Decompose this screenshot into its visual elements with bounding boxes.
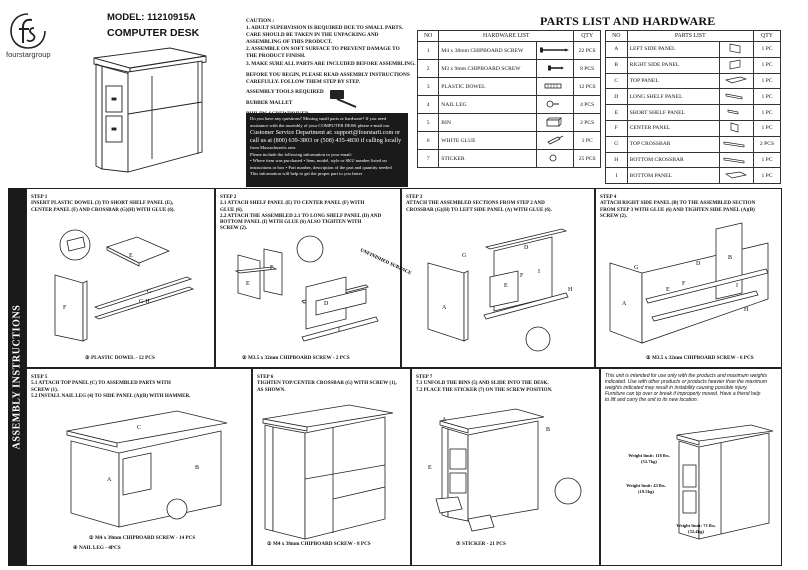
weight-limit-lbs: Weight limit: 116 lbs. (628, 453, 670, 458)
step-2-caption: ② M3.5 x 32mm CHIPBOARD SCREW - 2 PCS (242, 355, 350, 361)
cell-name: RIGHT SIDE PANEL (627, 57, 720, 73)
cell-qty: 8 PCS (574, 60, 601, 78)
part-label-h: H (568, 287, 573, 293)
step-1-caption: ③ PLASTIC DOWEL - 12 PCS (85, 355, 155, 361)
support-line: assistance with the assembly of your COMPUTER DESK please e-mail our (250, 122, 390, 128)
cell-qty: 1 PC (753, 73, 780, 89)
part-label-d: D (324, 301, 329, 307)
step-title: STEP 5 (31, 374, 48, 380)
column-header: NO (606, 31, 628, 42)
step-6-caption: ① M4 x 38mm CHIPBOARD SCREW - 8 PCS (267, 541, 371, 547)
step-title: STEP 2 (220, 194, 237, 200)
table-row (606, 89, 781, 105)
step-title: STEP 3 (406, 194, 423, 200)
caution-line: ASSEMBLING OF THIS PRODUCT. (246, 39, 333, 46)
table-row (418, 150, 601, 168)
cell-name: LONG SHELF PANEL (627, 89, 720, 105)
part-label-f: F (682, 281, 686, 287)
nail-leg-icon (537, 96, 574, 114)
parts-list-title: PARTS LIST AND HARDWARE (540, 14, 716, 28)
part-label-f: F (63, 305, 67, 311)
cell-no: E (606, 105, 628, 121)
logo-mark-icon (8, 12, 48, 50)
parts-table (605, 30, 781, 184)
step-1-diagram (27, 189, 216, 369)
caution-line: CARE SHOULD BE TAKEN IN THE UNPACKING AND (246, 32, 379, 39)
column-header: PARTS LIST (627, 31, 753, 42)
cell-name: NAIL LEG (439, 96, 537, 114)
part-label-gh: G-H (139, 299, 150, 305)
part-label-i: I (338, 327, 340, 333)
step-7-caption: ⑦ STICKER - 21 PCS (456, 541, 506, 547)
step-line: 7.2 PLACE THE STICKER (7) ON THE SCREW POSITION. (416, 386, 553, 393)
cell-name: CENTER PANEL (627, 120, 720, 136)
table-row (606, 57, 781, 73)
weight-notice-panel (600, 368, 782, 566)
step-1-panel (26, 188, 215, 368)
step-line: AS SHOWN. (257, 386, 286, 393)
notice-line: to lift and carry the unit to its new location. (605, 397, 699, 403)
step-line: 2.2 ATTACH THE ASSEMBLED 2.1 TO LONG SHELF PANEL (D) AND (220, 212, 382, 219)
step-line: CENTER PANEL (F) AND CROSSBAR (G)(H) WITH GLUE (6). (31, 206, 175, 213)
cell-qty: 1 PC (753, 168, 780, 184)
cell-name: M4 x 38mm CHIPBOARD SCREW (439, 42, 537, 60)
support-line: Please include the following information in your email: (250, 151, 352, 157)
part-label-f: F (270, 265, 274, 271)
caution-line: ASSEMBLY TOOLS REQUIRED (246, 88, 324, 95)
caution-line: 1. ADULT SUPERVISION IS REQUIRED DUE TO SMALL PARTS. (246, 25, 404, 32)
step-line: TIGHTEN TOP/CENTER CROSSBAR (G) WITH SCREW (1), (257, 380, 397, 387)
part-label-e: E (129, 253, 133, 259)
part-label-e: E (246, 281, 250, 287)
cell-no: G (606, 136, 628, 152)
weight-limit-top (621, 453, 677, 464)
step-line: 7.1 UNFOLD THE BINS (5) AND SLIDE INTO THE DESK. (416, 380, 549, 387)
part-label-a: A (442, 417, 447, 423)
cell-name: SHORT SHELF PANEL (627, 105, 720, 121)
cell-qty: 1 PC (753, 42, 780, 58)
caution-line: CAUTION : (246, 18, 275, 24)
step-line: CROSSBAR (G)(H) TO LEFT SIDE PANEL (A) WITH GLUE (6). (406, 206, 552, 213)
panel-icon (720, 105, 753, 121)
cell-name: LEFT SIDE PANEL (627, 42, 720, 58)
cell-qty: 2 PCS (574, 114, 601, 132)
step-line: SCREW (2). (600, 212, 628, 219)
table-row (418, 132, 601, 150)
caution-line: THE PRODUCT FINISH. (246, 53, 306, 60)
weight-limit-lbs: Weight limit: 43 lbs. (626, 483, 666, 488)
step-3-diagram (402, 189, 596, 369)
cell-qty: 1 PC (753, 89, 780, 105)
step-line: GLUE (6). (220, 206, 243, 213)
weight-limit-kg: (32.4kg) (688, 528, 704, 534)
long-screw-icon (537, 42, 574, 60)
cell-no: A (606, 42, 628, 58)
desk-overview-illustration (88, 44, 210, 176)
cell-no: H (606, 152, 628, 168)
part-label-b: B (195, 465, 200, 471)
cell-qty: 2 PCS (753, 136, 780, 152)
cell-no: C (606, 73, 628, 89)
sidebar-label: ASSEMBLY INSTRUCTIONS (11, 304, 23, 450)
support-line: instructions or box • Part number, description of the part and quantity needed (250, 164, 392, 170)
part-label-b: B (546, 427, 551, 433)
cell-qty: 1 PC (753, 152, 780, 168)
cell-no: 5 (418, 114, 439, 132)
support-contact-box (246, 113, 408, 187)
cell-qty: 1 PC (753, 105, 780, 121)
table-row (418, 96, 601, 114)
caution-line: 3. MAKE SURE ALL PARTS ARE INCLUDED BEFORE ASSEMBLING. (246, 60, 416, 67)
cell-qty: 1 PC (753, 120, 780, 136)
table-row (606, 136, 781, 152)
hardware-table (417, 30, 601, 168)
step-title: STEP 6 (257, 374, 274, 380)
weight-diagram (601, 369, 783, 567)
model-number: MODEL: 11210915A (107, 12, 196, 23)
step-line: FROM STEP 3 WITH GLUE (6) AND TIGHTEN SIDE PANEL (A)(B) (600, 206, 755, 213)
table-row (606, 152, 781, 168)
step-2-panel (215, 188, 412, 368)
cell-no: 1 (418, 42, 439, 60)
notice-line: Furniture can tip over or break if improperly moved. Have a friend help (605, 391, 761, 397)
caution-line: BEFORE YOU BEGIN, PLEASE READ ASSEMBLY INSTRUCTIONS (246, 71, 410, 78)
bin-icon (537, 114, 574, 132)
step-line: INSERT PLASTIC DOWEL (3) TO SHORT SHELF PANEL (E), (31, 200, 174, 207)
step-title: STEP 7 (416, 374, 433, 380)
assembly-sidebar (8, 188, 26, 566)
brand-name: fourstargroup (6, 50, 51, 59)
caution-line: 2. ASSEMBLE ON SOFT SURFACE TO PREVENT DAMAGE TO (246, 46, 400, 53)
table-row (606, 120, 781, 136)
step-3-panel (401, 188, 595, 368)
step-line: 5.2 INSTALL NAIL LEG (4) TO SIDE PANEL (A)(B) WITH HAMMER. (31, 392, 191, 399)
cell-no: 4 (418, 96, 439, 114)
part-label-g: G (462, 253, 467, 259)
support-line: This information will help to get the proper part to you faster (250, 171, 363, 176)
part-label-h: H (744, 307, 749, 313)
cell-name: BIN (439, 114, 537, 132)
step-7-diagram (412, 369, 601, 567)
column-header: QTY (574, 31, 601, 42)
table-row (606, 105, 781, 121)
crossbar-icon (720, 136, 753, 152)
support-line: Do you have any questions? Missing small parts or hardware? If you need (250, 116, 387, 121)
step-2-diagram (216, 189, 412, 369)
step-6-diagram (253, 369, 412, 567)
step-line: SCREW (1). (31, 386, 59, 393)
step-4-caption: ② M3.5 x 32mm CHIPBOARD SCREW - 6 PCS (646, 355, 754, 361)
step-line: ATTACH THE ASSEMBLED SECTIONS FROM STEP 2 AND (406, 200, 545, 207)
part-label-b: B (728, 255, 733, 261)
notice-line: weights indicated may result in instability causing possible injury. (605, 385, 748, 391)
part-label-i: I (736, 283, 738, 289)
cell-name: TOP PANEL (627, 73, 720, 89)
part-label-a: A (442, 305, 447, 311)
cell-no: I (606, 168, 628, 184)
step-6-panel (252, 368, 411, 566)
cell-no: F (606, 120, 628, 136)
notice-line: This unit is intended for use only with the products and maximum weights (605, 373, 768, 379)
step-title: STEP 4 (600, 194, 617, 200)
crossbar-icon (720, 152, 753, 168)
cell-name: WHITE GLUE (439, 132, 537, 150)
step-line: BOTTOM PANEL (I) WITH GLUE (6) ALSO TIGHTEN WITH (220, 219, 362, 226)
cell-name: M3 x 9mm CHIPBOARD SCREW (439, 60, 537, 78)
glue-icon (537, 132, 574, 150)
support-phone: call us at (800) 639-3803 or (508) 435-4830 if calling locally (250, 137, 402, 144)
cell-qty: 4 PCS (574, 96, 601, 114)
unfinished-surface-tag: UNFINISHED SURFACE (359, 248, 412, 277)
part-label-c: C (137, 425, 142, 431)
step-5-caption-nail: ④ NAIL LEG - 4PCS (73, 545, 121, 551)
cell-name: STICKER (439, 150, 537, 168)
column-header: QTY (753, 31, 780, 42)
cell-name: PLASTIC DOWEL (439, 78, 537, 96)
panel-icon (720, 89, 753, 105)
part-label-g: G (634, 265, 639, 271)
cell-name: BOTTOM CROSSBAR (627, 152, 720, 168)
support-line: from Massachusetts area (250, 145, 296, 150)
cell-qty: 12 PCS (574, 78, 601, 96)
support-line: • Where item was purchased • Item, model, style or SKU number listed on (250, 158, 387, 163)
caution-line: CAREFULLY. FOLLOW THEM STEP BY STEP. (246, 78, 360, 85)
cell-qty: 1 PC (574, 132, 601, 150)
part-label-e: E (666, 287, 670, 293)
cell-no: 6 (418, 132, 439, 150)
cell-qty: 22 PCS (574, 42, 601, 60)
caution-line: RUBBER MALLET (246, 99, 293, 106)
panel-icon (720, 57, 753, 73)
table-row (418, 78, 601, 96)
table-row (418, 60, 601, 78)
cell-name: TOP CROSSBAR (627, 136, 720, 152)
part-label-a: A (107, 477, 112, 483)
short-screw-icon (537, 60, 574, 78)
table-row (606, 42, 781, 58)
step-5-caption: ① M4 x 38mm CHIPBOARD SCREW - 14 PCS (89, 535, 196, 541)
weight-limit-shelf (665, 523, 727, 534)
step-7-panel (411, 368, 600, 566)
table-row (606, 73, 781, 89)
table-row (418, 42, 601, 60)
product-title: COMPUTER DESK (107, 27, 200, 39)
table-header (606, 31, 781, 42)
table-header (418, 31, 601, 42)
panel-icon (720, 168, 753, 184)
step-5-panel (26, 368, 252, 566)
dowel-icon (537, 78, 574, 96)
step-4-diagram (596, 189, 783, 369)
part-label-d: D (696, 261, 701, 267)
part-label-e: E (504, 283, 508, 289)
part-label-f: F (520, 273, 524, 279)
rubber-mallet-icon (326, 86, 366, 110)
weight-limit-kg: (19.5kg) (638, 488, 654, 494)
cell-qty: 25 PCS (574, 150, 601, 168)
support-email: Customer Service Department at: support@fourstarii.com or (250, 129, 401, 136)
step-line: ATTACH RIGHT SIDE PANEL (B) TO THE ASSEMBLED SECTION (600, 200, 756, 207)
step-line: SCREW (2). (220, 225, 248, 232)
cell-no: 3 (418, 78, 439, 96)
cell-name: BOTTOM PANEL (627, 168, 720, 184)
sticker-icon (537, 150, 574, 168)
cell-qty: 1 PC (753, 57, 780, 73)
step-line: 5.1 ATTACH TOP PANEL (C) TO ASSEMBLED PARTS WITH (31, 380, 171, 387)
part-label-g: G (147, 289, 152, 295)
cell-no: 2 (418, 60, 439, 78)
part-label-i: I (538, 269, 540, 275)
step-4-panel (595, 188, 782, 368)
panel-icon (720, 120, 753, 136)
cell-no: B (606, 57, 628, 73)
part-label-a: A (622, 301, 627, 307)
weight-limit-kg: (52.7kg) (641, 458, 657, 464)
step-title: STEP 1 (31, 194, 48, 200)
part-label-e: E (428, 465, 432, 471)
weight-limit-drawer (615, 483, 677, 494)
table-row (418, 114, 601, 132)
column-header: NO (418, 31, 439, 42)
cell-no: D (606, 89, 628, 105)
cell-no: 7 (418, 150, 439, 168)
part-label-d: D (524, 245, 529, 251)
column-header: HARDWARE LIST (439, 31, 574, 42)
panel-icon (720, 42, 753, 58)
table-row (606, 168, 781, 184)
step-line: 2.1 ATTACH SHELF PANEL (E) TO CENTER PANEL (F) WITH (220, 200, 365, 207)
weight-limit-lbs: Weight limit: 71 lbs. (676, 523, 716, 528)
notice-line: indicated. Use with other products or products heavier than the maximum (605, 379, 768, 385)
panel-icon (720, 73, 753, 89)
